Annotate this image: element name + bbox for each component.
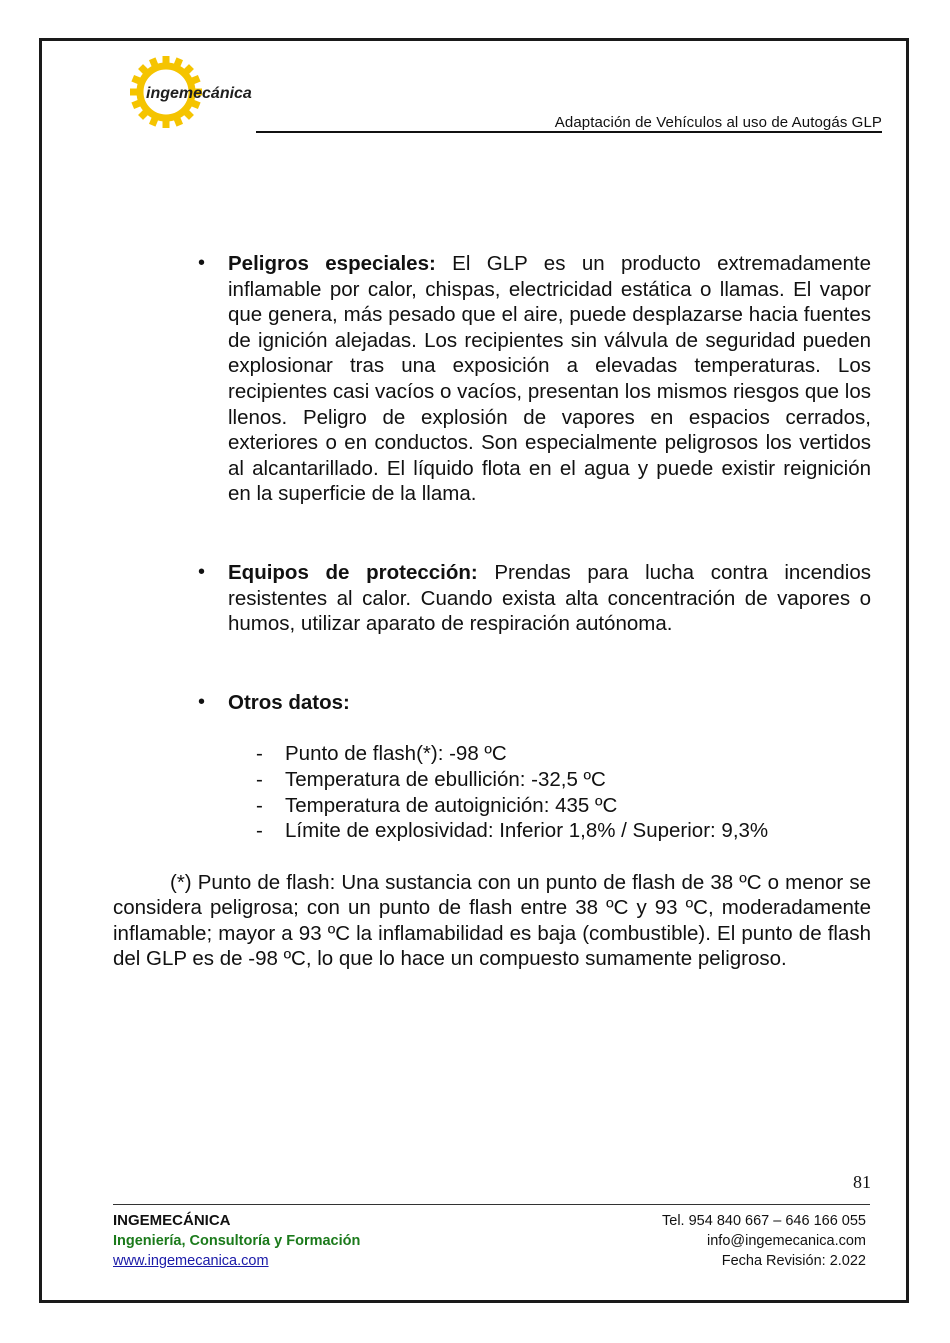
list-item bbox=[256, 818, 871, 844]
bullet-equipos bbox=[113, 560, 871, 637]
logo-text: ingemecánica bbox=[146, 85, 252, 102]
dash-marker: - bbox=[256, 767, 263, 791]
footer-right bbox=[662, 1211, 866, 1271]
footnote-paragraph: (*) Punto de flash: Una sustancia con un punto de flash de 38 ºC o menor se considera peligrosa; con un punto de flash entre 38 ºC y 93 ºC, moderadamente inflamable; mayor a 93 ºC la inflamabilidad es baja (combustible). El punto de flash del GLP es de -98 ºC, lo que lo hace un compuesto sumamente peligroso. bbox=[113, 870, 871, 971]
equipos-label: Equipos de protección: bbox=[228, 560, 478, 584]
gear-tooth bbox=[130, 89, 139, 96]
document-title: Adaptación de Vehículos al uso de Autogás GLP bbox=[554, 114, 882, 131]
dash-marker: - bbox=[256, 793, 263, 817]
footer-rule bbox=[113, 1204, 870, 1205]
bullet-icon: • bbox=[198, 560, 206, 583]
list-item-text: Punto de flash(*): -98 ºC bbox=[285, 742, 507, 766]
peligros-label: Peligros especiales: bbox=[228, 252, 436, 275]
list-item bbox=[256, 793, 871, 819]
footer-phone: Tel. 954 840 667 – 646 166 055 bbox=[662, 1213, 866, 1229]
page-number: 81 bbox=[853, 1172, 871, 1192]
bullet-icon: • bbox=[198, 690, 206, 713]
gear-logo-icon bbox=[128, 55, 260, 130]
header-rule bbox=[256, 131, 882, 133]
footer-tagline: Ingeniería, Consultoría y Formación bbox=[113, 1233, 361, 1249]
otros-datos-list bbox=[113, 741, 871, 843]
equipos-text: Prendas para lucha contra incendios resistentes al calor. Cuando exista alta concentración de vapores o humos, utilizar aparato de respiración autónoma. bbox=[228, 560, 871, 636]
footer-revision: Fecha Revisión: 2.022 bbox=[721, 1253, 866, 1269]
list-item bbox=[256, 741, 871, 767]
bullet-icon: • bbox=[198, 252, 206, 274]
footer-company: INGEMECÁNICA bbox=[113, 1212, 231, 1229]
ingemecanica-logo bbox=[128, 55, 260, 130]
list-item-text: Temperatura de autoignición: 435 ºC bbox=[285, 793, 618, 817]
footer-left bbox=[113, 1211, 360, 1271]
list-item-text: Límite de explosividad: Inferior 1,8% / Superior: 9,3% bbox=[285, 819, 769, 843]
footer-email[interactable]: info@ingemecanica.com bbox=[707, 1233, 866, 1249]
list-item bbox=[256, 767, 871, 793]
gear-tooth bbox=[163, 56, 170, 65]
footer-website-link[interactable]: www.ingemecanica.com bbox=[113, 1253, 269, 1269]
otros-label: Otros datos: bbox=[228, 690, 350, 714]
dash-marker: - bbox=[256, 742, 263, 766]
peligros-text: El GLP es un producto extremadamente inflamable por calor, chispas, electricidad estática o llamas. El vapor que genera, más pesado que el aire, puede desplazarse hacia fuentes de ignición alejadas. Los recipientes sin válvula de seguridad pueden explosionar tras una exposición a elevadas temperaturas. Los recipientes casi vacíos o vacíos, presentan los mismos riesgos que los llenos. Peligro de explosión de vapores en espacios cerrados, exteriores o en conductos. Son especialmente peligrosos los vertidos al alcantarillado. El líquido flota en el agua y puede existir reignición en la superficie de la llama. bbox=[228, 252, 871, 506]
dash-marker: - bbox=[256, 819, 263, 843]
main-content bbox=[113, 251, 871, 972]
bullet-peligros bbox=[113, 251, 871, 507]
gear-tooth bbox=[163, 119, 170, 128]
bullet-otros bbox=[113, 690, 871, 716]
list-item-text: Temperatura de ebullición: -32,5 ºC bbox=[285, 767, 606, 791]
